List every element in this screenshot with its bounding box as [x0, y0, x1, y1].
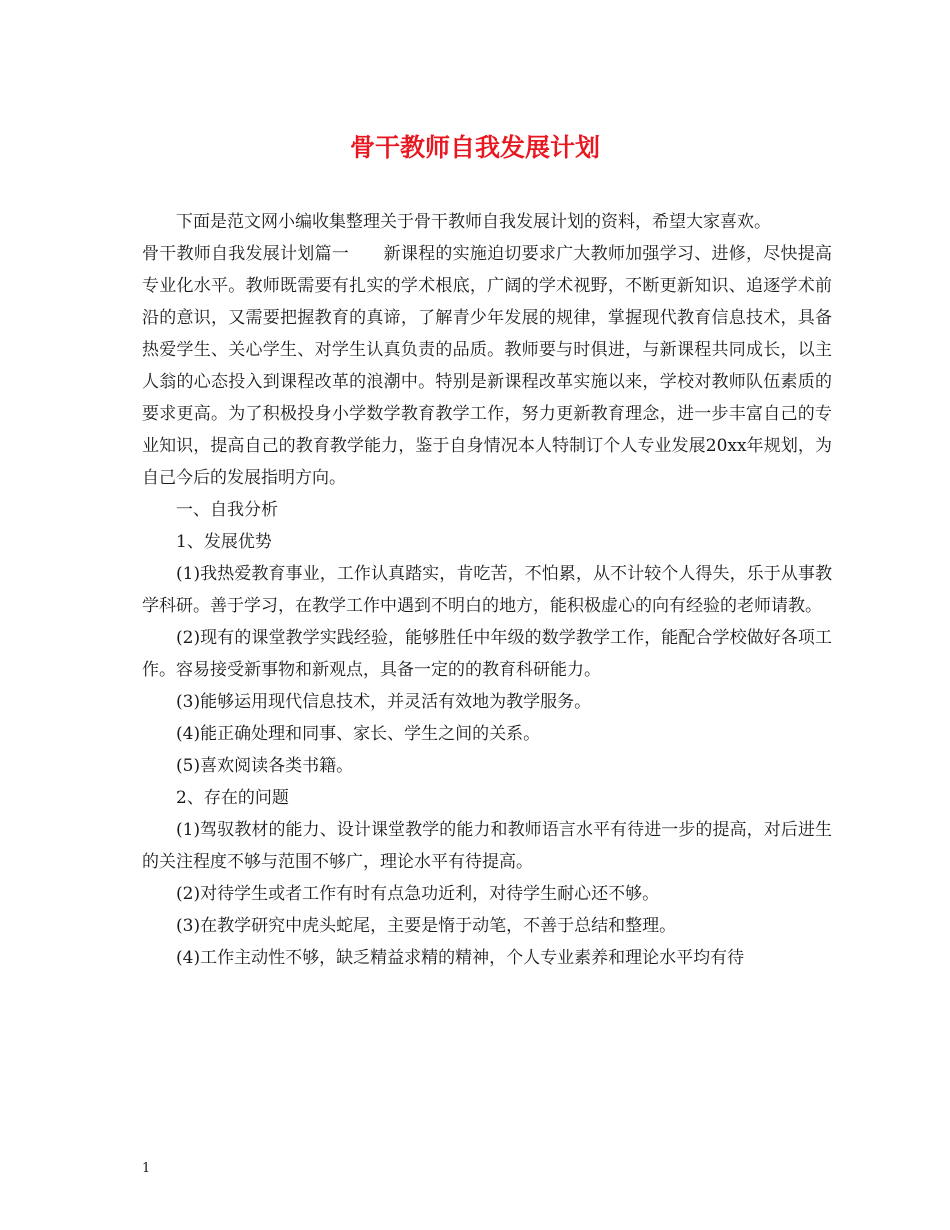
- heading-advantages: 1、发展优势: [176, 532, 272, 552]
- page-title: 骨干教师自我发展计划: [349, 133, 600, 162]
- paragraph-article-one: 骨干教师自我发展计划篇一 新课程的实施迫切要求广大教师加强学习、进修，尽快提高专业化水平。教师既需要有扎实的学术根底，广阔的学术视野，不断更新知识、追逐学术前沿的意识，又需要把握教育的真谛，了解青少年发展的规律，掌握现代教育信息技术，具备热爱学生、关心学生、对学生认真负责的品质。教师要与时俱进，与新课程共同成长，以主人翁的心态投入到课程改革的浪潮中。特别是新课程改革实施以来，学校对教师队伍素质的要求更高。为了积极投身小学数学教育教学工作，努力更新教育理念，进一步丰富自己的专业知识，提高自己的教育教学能力，鉴于自身情况本人特制订个人专业发展20xx年规划，为自己今后的发展指明方向。: [142, 244, 832, 488]
- paragraph-advantage-2: (2)现有的课堂教学实践经验，能够胜任中年级的数学教学工作，能配合学校做好各项工作。容易接受新事物和新观点，具备一定的的教育科研能力。: [142, 628, 832, 680]
- heading-problems: 2、存在的问题: [176, 788, 289, 808]
- paragraph-problem-1: (1)驾驭教材的能力、设计课堂教学的能力和教师语言水平有待进一步的提高，对后进生的关注程度不够与范围不够广，理论水平有待提高。: [142, 820, 832, 872]
- paragraph-advantage-4: (4)能正确处理和同事、家长、学生之间的关系。: [176, 724, 541, 744]
- paragraph-intro: 下面是范文网小编收集整理关于骨干教师自我发展计划的资料，希望大家喜欢。: [176, 212, 771, 232]
- paragraph-problem-3: (3)在教学研究中虎头蛇尾，主要是惰于动笔，不善于总结和整理。: [176, 916, 677, 936]
- paragraph-problem-2: (2)对待学生或者工作有时有点急功近利，对待学生耐心还不够。: [176, 884, 660, 904]
- paragraph-advantage-1: (1)我热爱教育事业，工作认真踏实，肯吃苦，不怕累，从不计较个人得失，乐于从事教学科研。善于学习，在教学工作中遇到不明白的地方，能积极虚心的向有经验的老师请教。: [142, 564, 832, 616]
- document-body: [142, 206, 832, 974]
- page-number: 1: [142, 1161, 151, 1176]
- heading-self-analysis: 一、自我分析: [176, 500, 278, 520]
- paragraph-problem-4: (4)工作主动性不够，缺乏精益求精的精神，个人专业素养和理论水平均有待: [176, 948, 745, 968]
- paragraph-advantage-3: (3)能够运用现代信息技术，并灵活有效地为教学服务。: [176, 692, 592, 712]
- paragraph-advantage-5: (5)喜欢阅读各类书籍。: [176, 756, 354, 776]
